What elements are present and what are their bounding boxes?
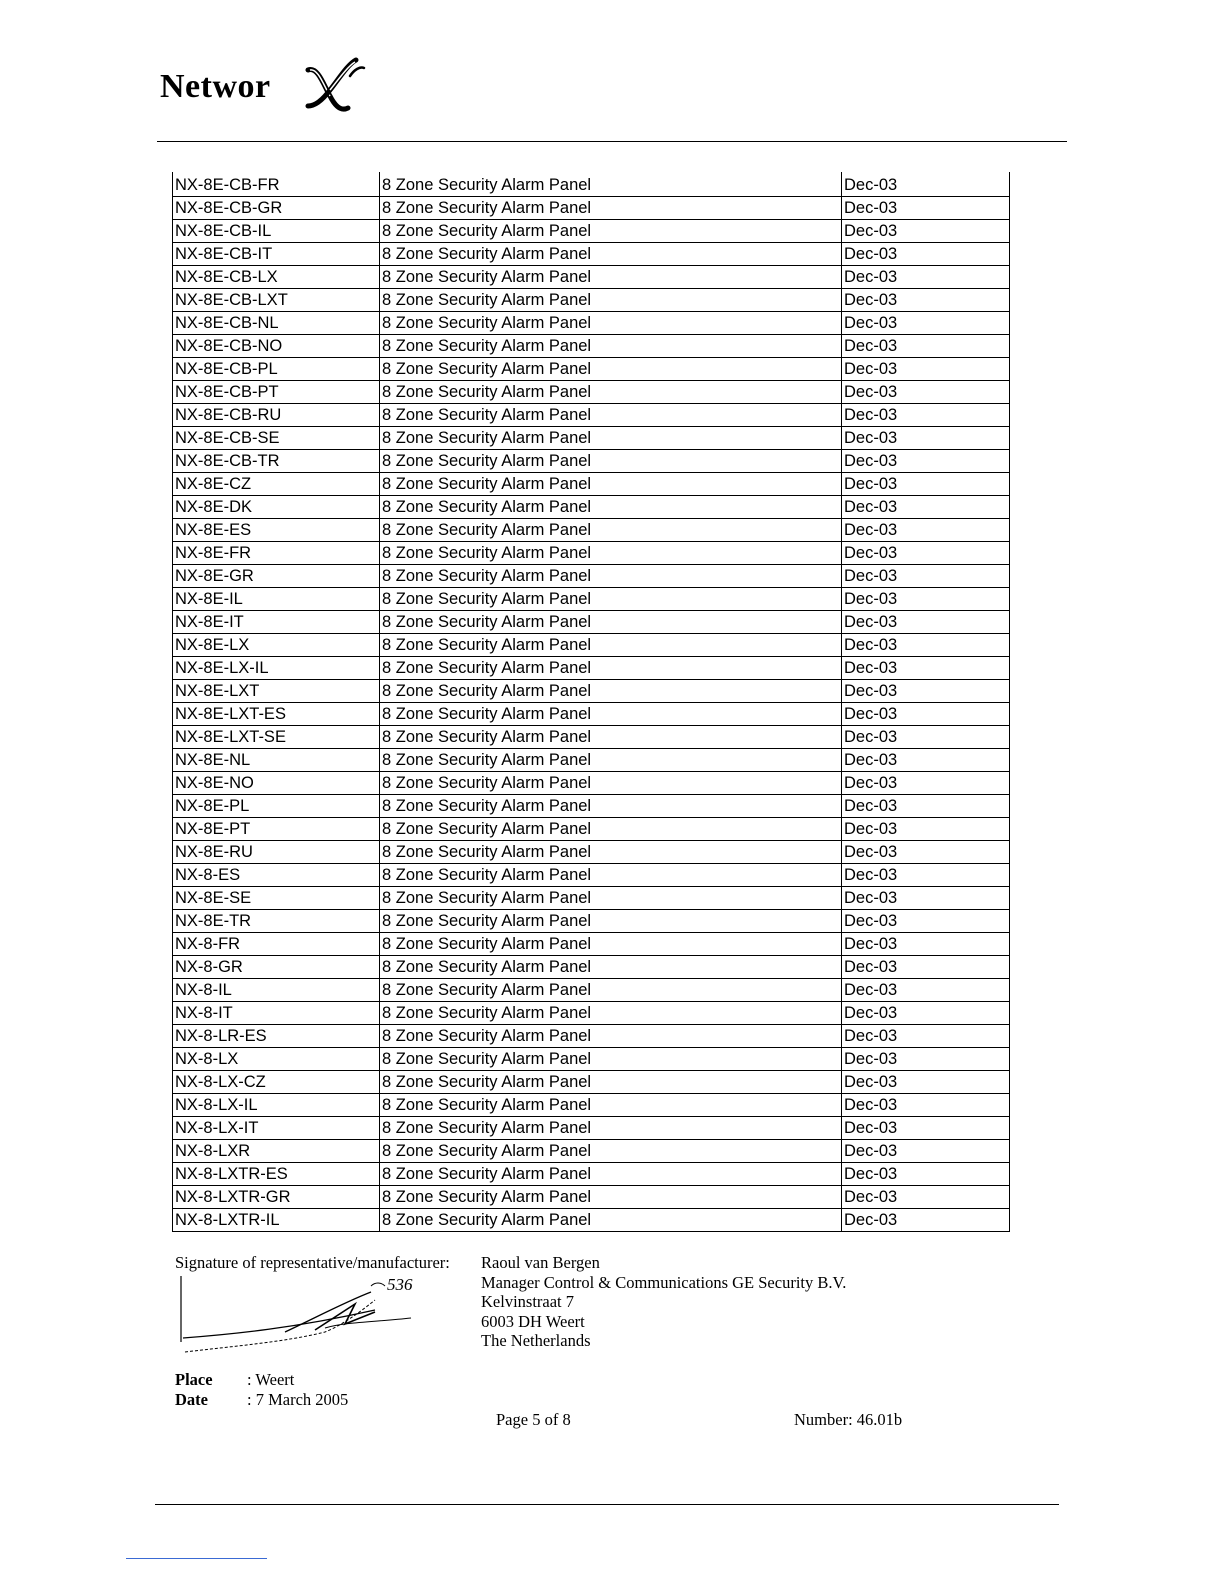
table-row	[173, 358, 1010, 381]
table-row	[173, 381, 1010, 404]
product-date-cell: Dec-03	[842, 1186, 1010, 1209]
footnote-separator	[126, 1558, 267, 1559]
table-row	[173, 1186, 1010, 1209]
product-description-cell: 8 Zone Security Alarm Panel	[380, 703, 842, 726]
representative-title: Manager Control & Communications GE Security B.V.	[481, 1272, 847, 1292]
product-date-cell: Dec-03	[842, 1094, 1010, 1117]
product-code-cell: NX-8E-GR	[173, 565, 380, 588]
place-date-block	[175, 1370, 348, 1410]
product-code-cell: NX-8E-IT	[173, 611, 380, 634]
product-description-cell: 8 Zone Security Alarm Panel	[380, 887, 842, 910]
product-description-cell: 8 Zone Security Alarm Panel	[380, 266, 842, 289]
product-description-cell: 8 Zone Security Alarm Panel	[380, 473, 842, 496]
table-row	[173, 703, 1010, 726]
product-code-cell: NX-8E-LXT	[173, 680, 380, 703]
product-code-cell: NX-8E-IL	[173, 588, 380, 611]
product-code-cell: NX-8-LX	[173, 1048, 380, 1071]
product-description-cell: 8 Zone Security Alarm Panel	[380, 519, 842, 542]
table-row	[173, 749, 1010, 772]
product-description-cell: 8 Zone Security Alarm Panel	[380, 358, 842, 381]
product-date-cell: Dec-03	[842, 243, 1010, 266]
logo-x-icon	[300, 56, 370, 116]
table-row	[173, 519, 1010, 542]
table-row	[173, 1140, 1010, 1163]
logo-text: Networ	[160, 68, 271, 105]
product-description-cell: 8 Zone Security Alarm Panel	[380, 542, 842, 565]
representative-name: Raoul van Bergen	[481, 1253, 600, 1272]
networx-logo	[160, 56, 365, 116]
table-row	[173, 680, 1010, 703]
place-value: : Weert	[247, 1370, 295, 1389]
product-description-cell: 8 Zone Security Alarm Panel	[380, 864, 842, 887]
product-code-cell: NX-8-LX-IL	[173, 1094, 380, 1117]
product-date-cell: Dec-03	[842, 312, 1010, 335]
product-date-cell: Dec-03	[842, 1117, 1010, 1140]
product-date-cell: Dec-03	[842, 496, 1010, 519]
product-description-cell: 8 Zone Security Alarm Panel	[380, 1071, 842, 1094]
product-description-cell: 8 Zone Security Alarm Panel	[380, 381, 842, 404]
product-date-cell: Dec-03	[842, 726, 1010, 749]
product-code-cell: NX-8-GR	[173, 956, 380, 979]
product-code-cell: NX-8E-CB-PT	[173, 381, 380, 404]
product-description-cell: 8 Zone Security Alarm Panel	[380, 1209, 842, 1232]
table-row	[173, 1163, 1010, 1186]
date-label: Date	[175, 1390, 208, 1409]
representative-block	[481, 1253, 846, 1351]
table-row	[173, 312, 1010, 335]
product-description-cell: 8 Zone Security Alarm Panel	[380, 172, 842, 197]
table-row	[173, 1048, 1010, 1071]
product-date-cell: Dec-03	[842, 657, 1010, 680]
product-code-cell: NX-8E-PL	[173, 795, 380, 818]
table-row	[173, 772, 1010, 795]
product-date-cell: Dec-03	[842, 519, 1010, 542]
table-row	[173, 565, 1010, 588]
table-row	[173, 243, 1010, 266]
date-row	[175, 1390, 348, 1410]
representative-country: The Netherlands	[481, 1331, 591, 1351]
product-code-cell: NX-8E-CB-GR	[173, 197, 380, 220]
product-description-cell: 8 Zone Security Alarm Panel	[380, 1048, 842, 1071]
table-row	[173, 726, 1010, 749]
product-code-cell: NX-8E-CB-IL	[173, 220, 380, 243]
product-date-cell: Dec-03	[842, 172, 1010, 197]
product-description-cell: 8 Zone Security Alarm Panel	[380, 1140, 842, 1163]
product-code-cell: NX-8E-CB-RU	[173, 404, 380, 427]
table-row	[173, 1209, 1010, 1232]
product-description-cell: 8 Zone Security Alarm Panel	[380, 289, 842, 312]
product-description-cell: 8 Zone Security Alarm Panel	[380, 565, 842, 588]
table-row	[173, 1002, 1010, 1025]
product-code-cell: NX-8-LXR	[173, 1140, 380, 1163]
product-code-cell: NX-8E-CB-SE	[173, 427, 380, 450]
product-description-cell: 8 Zone Security Alarm Panel	[380, 933, 842, 956]
product-code-cell: NX-8E-CB-IT	[173, 243, 380, 266]
product-description-cell: 8 Zone Security Alarm Panel	[380, 979, 842, 1002]
product-code-cell: NX-8E-CB-NO	[173, 335, 380, 358]
product-code-cell: NX-8E-CB-FR	[173, 172, 380, 197]
product-date-cell: Dec-03	[842, 542, 1010, 565]
product-code-cell: NX-8E-LX	[173, 634, 380, 657]
product-date-cell: Dec-03	[842, 404, 1010, 427]
date-value: : 7 March 2005	[247, 1390, 349, 1409]
product-description-cell: 8 Zone Security Alarm Panel	[380, 312, 842, 335]
product-code-cell: NX-8E-TR	[173, 910, 380, 933]
product-description-cell: 8 Zone Security Alarm Panel	[380, 749, 842, 772]
product-description-cell: 8 Zone Security Alarm Panel	[380, 1025, 842, 1048]
table-row	[173, 289, 1010, 312]
product-date-cell: Dec-03	[842, 427, 1010, 450]
product-code-cell: NX-8E-CB-LXT	[173, 289, 380, 312]
table-row	[173, 197, 1010, 220]
product-code-cell: NX-8E-LXT-SE	[173, 726, 380, 749]
product-description-cell: 8 Zone Security Alarm Panel	[380, 611, 842, 634]
signature-note: 536	[387, 1275, 413, 1294]
product-date-cell: Dec-03	[842, 588, 1010, 611]
table-row	[173, 634, 1010, 657]
product-code-cell: NX-8-FR	[173, 933, 380, 956]
product-date-cell: Dec-03	[842, 450, 1010, 473]
product-code-cell: NX-8-IL	[173, 979, 380, 1002]
product-date-cell: Dec-03	[842, 979, 1010, 1002]
product-date-cell: Dec-03	[842, 220, 1010, 243]
product-date-cell: Dec-03	[842, 289, 1010, 312]
page-number: Page 5 of 8	[496, 1410, 571, 1429]
product-date-cell: Dec-03	[842, 680, 1010, 703]
product-code-cell: NX-8E-NL	[173, 749, 380, 772]
table-row	[173, 1094, 1010, 1117]
table-row	[173, 657, 1010, 680]
product-description-cell: 8 Zone Security Alarm Panel	[380, 588, 842, 611]
product-description-cell: 8 Zone Security Alarm Panel	[380, 841, 842, 864]
representative-city: 6003 DH Weert	[481, 1311, 585, 1331]
product-date-cell: Dec-03	[842, 358, 1010, 381]
product-date-cell: Dec-03	[842, 1140, 1010, 1163]
product-description-cell: 8 Zone Security Alarm Panel	[380, 220, 842, 243]
table-row	[173, 979, 1010, 1002]
product-code-cell: NX-8-LR-ES	[173, 1025, 380, 1048]
product-description-cell: 8 Zone Security Alarm Panel	[380, 335, 842, 358]
product-code-cell: NX-8E-CB-LX	[173, 266, 380, 289]
place-row	[175, 1370, 348, 1390]
product-date-cell: Dec-03	[842, 795, 1010, 818]
header-divider	[157, 141, 1067, 142]
product-date-cell: Dec-03	[842, 1002, 1010, 1025]
product-code-cell: NX-8E-ES	[173, 519, 380, 542]
product-description-cell: 8 Zone Security Alarm Panel	[380, 634, 842, 657]
table-row	[173, 335, 1010, 358]
product-description-cell: 8 Zone Security Alarm Panel	[380, 197, 842, 220]
product-date-cell: Dec-03	[842, 933, 1010, 956]
product-description-cell: 8 Zone Security Alarm Panel	[380, 404, 842, 427]
product-code-cell: NX-8-LXTR-IL	[173, 1209, 380, 1232]
product-code-cell: NX-8-ES	[173, 864, 380, 887]
place-label: Place	[175, 1370, 213, 1389]
product-date-cell: Dec-03	[842, 864, 1010, 887]
table-row	[173, 220, 1010, 243]
product-code-cell: NX-8E-LX-IL	[173, 657, 380, 680]
product-description-cell: 8 Zone Security Alarm Panel	[380, 657, 842, 680]
product-date-cell: Dec-03	[842, 1048, 1010, 1071]
product-code-cell: NX-8E-SE	[173, 887, 380, 910]
product-date-cell: Dec-03	[842, 1071, 1010, 1094]
product-date-cell: Dec-03	[842, 703, 1010, 726]
product-date-cell: Dec-03	[842, 335, 1010, 358]
product-description-cell: 8 Zone Security Alarm Panel	[380, 243, 842, 266]
product-date-cell: Dec-03	[842, 956, 1010, 979]
table-row	[173, 450, 1010, 473]
product-date-cell: Dec-03	[842, 910, 1010, 933]
table-row	[173, 542, 1010, 565]
product-date-cell: Dec-03	[842, 1209, 1010, 1232]
product-code-cell: NX-8E-CB-TR	[173, 450, 380, 473]
product-code-cell: NX-8E-FR	[173, 542, 380, 565]
product-code-cell: NX-8E-PT	[173, 818, 380, 841]
table-row	[173, 864, 1010, 887]
product-date-cell: Dec-03	[842, 887, 1010, 910]
product-date-cell: Dec-03	[842, 565, 1010, 588]
product-code-cell: NX-8-LXTR-GR	[173, 1186, 380, 1209]
table-row	[173, 496, 1010, 519]
product-table	[172, 172, 1010, 1232]
table-row	[173, 611, 1010, 634]
table-row	[173, 956, 1010, 979]
table-row	[173, 427, 1010, 450]
product-code-cell: NX-8-LX-CZ	[173, 1071, 380, 1094]
product-date-cell: Dec-03	[842, 1025, 1010, 1048]
product-description-cell: 8 Zone Security Alarm Panel	[380, 680, 842, 703]
product-code-cell: NX-8-LX-IT	[173, 1117, 380, 1140]
product-code-cell: NX-8-LXTR-ES	[173, 1163, 380, 1186]
table-row	[173, 266, 1010, 289]
product-description-cell: 8 Zone Security Alarm Panel	[380, 496, 842, 519]
product-description-cell: 8 Zone Security Alarm Panel	[380, 450, 842, 473]
product-description-cell: 8 Zone Security Alarm Panel	[380, 1186, 842, 1209]
table-row	[173, 473, 1010, 496]
table-row	[173, 887, 1010, 910]
product-date-cell: Dec-03	[842, 749, 1010, 772]
table-row	[173, 1071, 1010, 1094]
product-date-cell: Dec-03	[842, 772, 1010, 795]
product-date-cell: Dec-03	[842, 197, 1010, 220]
representative-street: Kelvinstraat 7	[481, 1292, 575, 1312]
product-code-cell: NX-8E-NO	[173, 772, 380, 795]
table-row	[173, 818, 1010, 841]
product-code-cell: NX-8E-RU	[173, 841, 380, 864]
table-row	[173, 588, 1010, 611]
product-description-cell: 8 Zone Security Alarm Panel	[380, 1094, 842, 1117]
product-description-cell: 8 Zone Security Alarm Panel	[380, 772, 842, 795]
table-row	[173, 1117, 1010, 1140]
product-date-cell: Dec-03	[842, 634, 1010, 657]
product-date-cell: Dec-03	[842, 818, 1010, 841]
product-date-cell: Dec-03	[842, 611, 1010, 634]
product-code-cell: NX-8-IT	[173, 1002, 380, 1025]
product-description-cell: 8 Zone Security Alarm Panel	[380, 910, 842, 933]
product-code-cell: NX-8E-LXT-ES	[173, 703, 380, 726]
product-code-cell: NX-8E-CB-PL	[173, 358, 380, 381]
table-row	[173, 172, 1010, 197]
table-row	[173, 910, 1010, 933]
table-row	[173, 404, 1010, 427]
table-row	[173, 795, 1010, 818]
product-date-cell: Dec-03	[842, 473, 1010, 496]
product-description-cell: 8 Zone Security Alarm Panel	[380, 818, 842, 841]
product-date-cell: Dec-03	[842, 381, 1010, 404]
signature-label: Signature of representative/manufacturer:	[175, 1253, 450, 1272]
product-code-cell: NX-8E-CZ	[173, 473, 380, 496]
product-description-cell: 8 Zone Security Alarm Panel	[380, 795, 842, 818]
product-description-cell: 8 Zone Security Alarm Panel	[380, 1163, 842, 1186]
product-description-cell: 8 Zone Security Alarm Panel	[380, 726, 842, 749]
product-description-cell: 8 Zone Security Alarm Panel	[380, 427, 842, 450]
handwritten-signature	[175, 1272, 425, 1362]
product-date-cell: Dec-03	[842, 1163, 1010, 1186]
product-description-cell: 8 Zone Security Alarm Panel	[380, 1117, 842, 1140]
product-date-cell: Dec-03	[842, 841, 1010, 864]
product-code-cell: NX-8E-DK	[173, 496, 380, 519]
product-description-cell: 8 Zone Security Alarm Panel	[380, 956, 842, 979]
table-row	[173, 1025, 1010, 1048]
product-description-cell: 8 Zone Security Alarm Panel	[380, 1002, 842, 1025]
product-date-cell: Dec-03	[842, 266, 1010, 289]
table-row	[173, 841, 1010, 864]
footer-divider	[155, 1504, 1059, 1505]
document-number: Number: 46.01b	[794, 1410, 903, 1429]
table-row	[173, 933, 1010, 956]
product-code-cell: NX-8E-CB-NL	[173, 312, 380, 335]
